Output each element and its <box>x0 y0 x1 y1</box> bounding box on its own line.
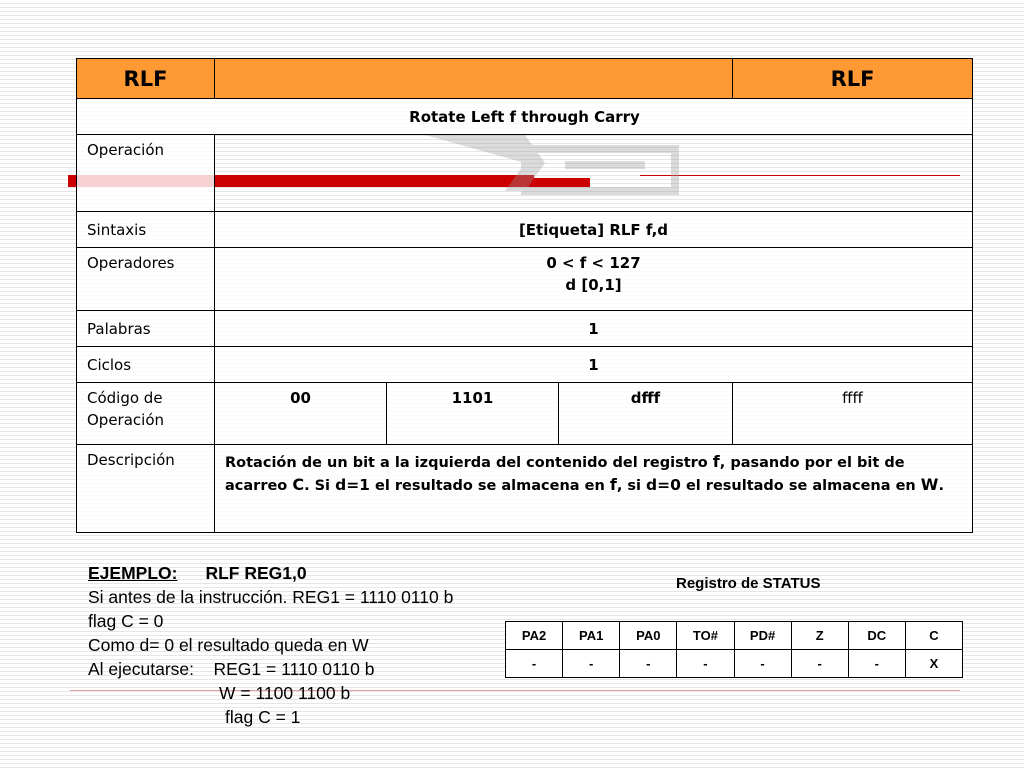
descripcion-label: Descripción <box>77 445 215 533</box>
desc-emph: f <box>609 475 617 494</box>
palabras-label: Palabras <box>77 311 215 347</box>
status-bit-value: X <box>905 650 962 678</box>
example-line-4: Al ejecutarse: REG1 = 1110 0110 b <box>88 659 375 679</box>
watermark-logo-icon <box>405 135 705 205</box>
example-instruction: RLF REG1,0 <box>205 563 307 583</box>
status-register-table <box>505 621 963 678</box>
example-heading: EJEMPLO: <box>88 563 178 583</box>
full-name-cell <box>77 99 973 135</box>
mnemonic-cell-right <box>733 59 973 99</box>
operadores-value <box>215 248 973 311</box>
operacion-value <box>215 135 973 212</box>
palabras-value: 1 <box>215 311 973 347</box>
mnemonic-right: RLF <box>830 66 875 91</box>
opcode-cell-4: ffff <box>733 383 973 445</box>
opcode-cell-3: dfff <box>559 383 733 445</box>
codigo-label-line-1: Código de <box>87 389 163 407</box>
status-bit-name: Z <box>791 622 848 650</box>
status-register-title: Registro de STATUS <box>676 575 821 592</box>
status-bit-name: PA1 <box>563 622 620 650</box>
operadores-line-1: 0 < f < 127 <box>546 254 641 272</box>
ciclos-value: 1 <box>215 347 973 383</box>
status-bit-name: PA2 <box>506 622 563 650</box>
status-bit-value: - <box>506 650 563 678</box>
mnemonic-cell-left <box>77 59 215 99</box>
desc-emph: f <box>712 452 720 471</box>
status-bit-name: TO# <box>677 622 734 650</box>
sintaxis-label: Sintaxis <box>77 212 215 248</box>
full-name: Rotate Left f through Carry <box>409 107 640 126</box>
opcode-cell-2: 1101 <box>387 383 559 445</box>
codigo-label-line-2: Operación <box>87 411 165 429</box>
desc-text: el resultado se almacena en <box>369 478 610 494</box>
desc-emph: d=1 <box>335 476 370 494</box>
mnemonic-cell-middle <box>215 59 733 99</box>
desc-emph: d=0 <box>646 476 681 494</box>
desc-text: . <box>938 478 944 494</box>
desc-text: Rotación de un bit a la izquierda del contenido del registro <box>225 455 713 471</box>
desc-emph: W <box>920 475 939 494</box>
desc-emph: C <box>292 475 305 494</box>
example-line-5: W = 1100 1100 b <box>219 683 351 703</box>
descripcion-value <box>215 445 973 533</box>
status-bit-value: - <box>620 650 677 678</box>
operadores-label: Operadores <box>77 248 215 311</box>
desc-text: . Si <box>304 478 336 494</box>
status-bit-name: DC <box>848 622 905 650</box>
operacion-label: Operación <box>77 135 215 212</box>
opcode-cell-1: 00 <box>215 383 387 445</box>
status-bit-value: - <box>848 650 905 678</box>
status-bit-value: - <box>563 650 620 678</box>
mnemonic-left: RLF <box>123 66 168 91</box>
ciclos-label: Ciclos <box>77 347 215 383</box>
status-bit-name: C <box>905 622 962 650</box>
example-line-2: flag C = 0 <box>88 611 164 631</box>
example-line-6: flag C = 1 <box>225 707 301 727</box>
example-heading-line <box>88 561 453 585</box>
desc-text: el resultado se almacena en <box>680 478 921 494</box>
status-bit-value: - <box>734 650 791 678</box>
example-line-3: Como d= 0 el resultado queda en W <box>88 635 369 655</box>
status-bit-value: - <box>677 650 734 678</box>
desc-text: , pasando por el bit de acarreo <box>225 455 905 494</box>
sintaxis-value: [Etiqueta] RLF f,d <box>215 212 973 248</box>
example-line-1: Si antes de la instrucción. REG1 = 1110 0110 b <box>88 587 454 607</box>
desc-text: , si <box>616 478 647 494</box>
status-bit-name: PA0 <box>620 622 677 650</box>
status-bit-name: PD# <box>734 622 791 650</box>
operadores-line-2: d [0,1] <box>565 276 622 294</box>
codigo-label <box>77 383 215 445</box>
status-bit-value: - <box>791 650 848 678</box>
example-block <box>88 561 453 729</box>
instruction-table <box>76 58 973 533</box>
